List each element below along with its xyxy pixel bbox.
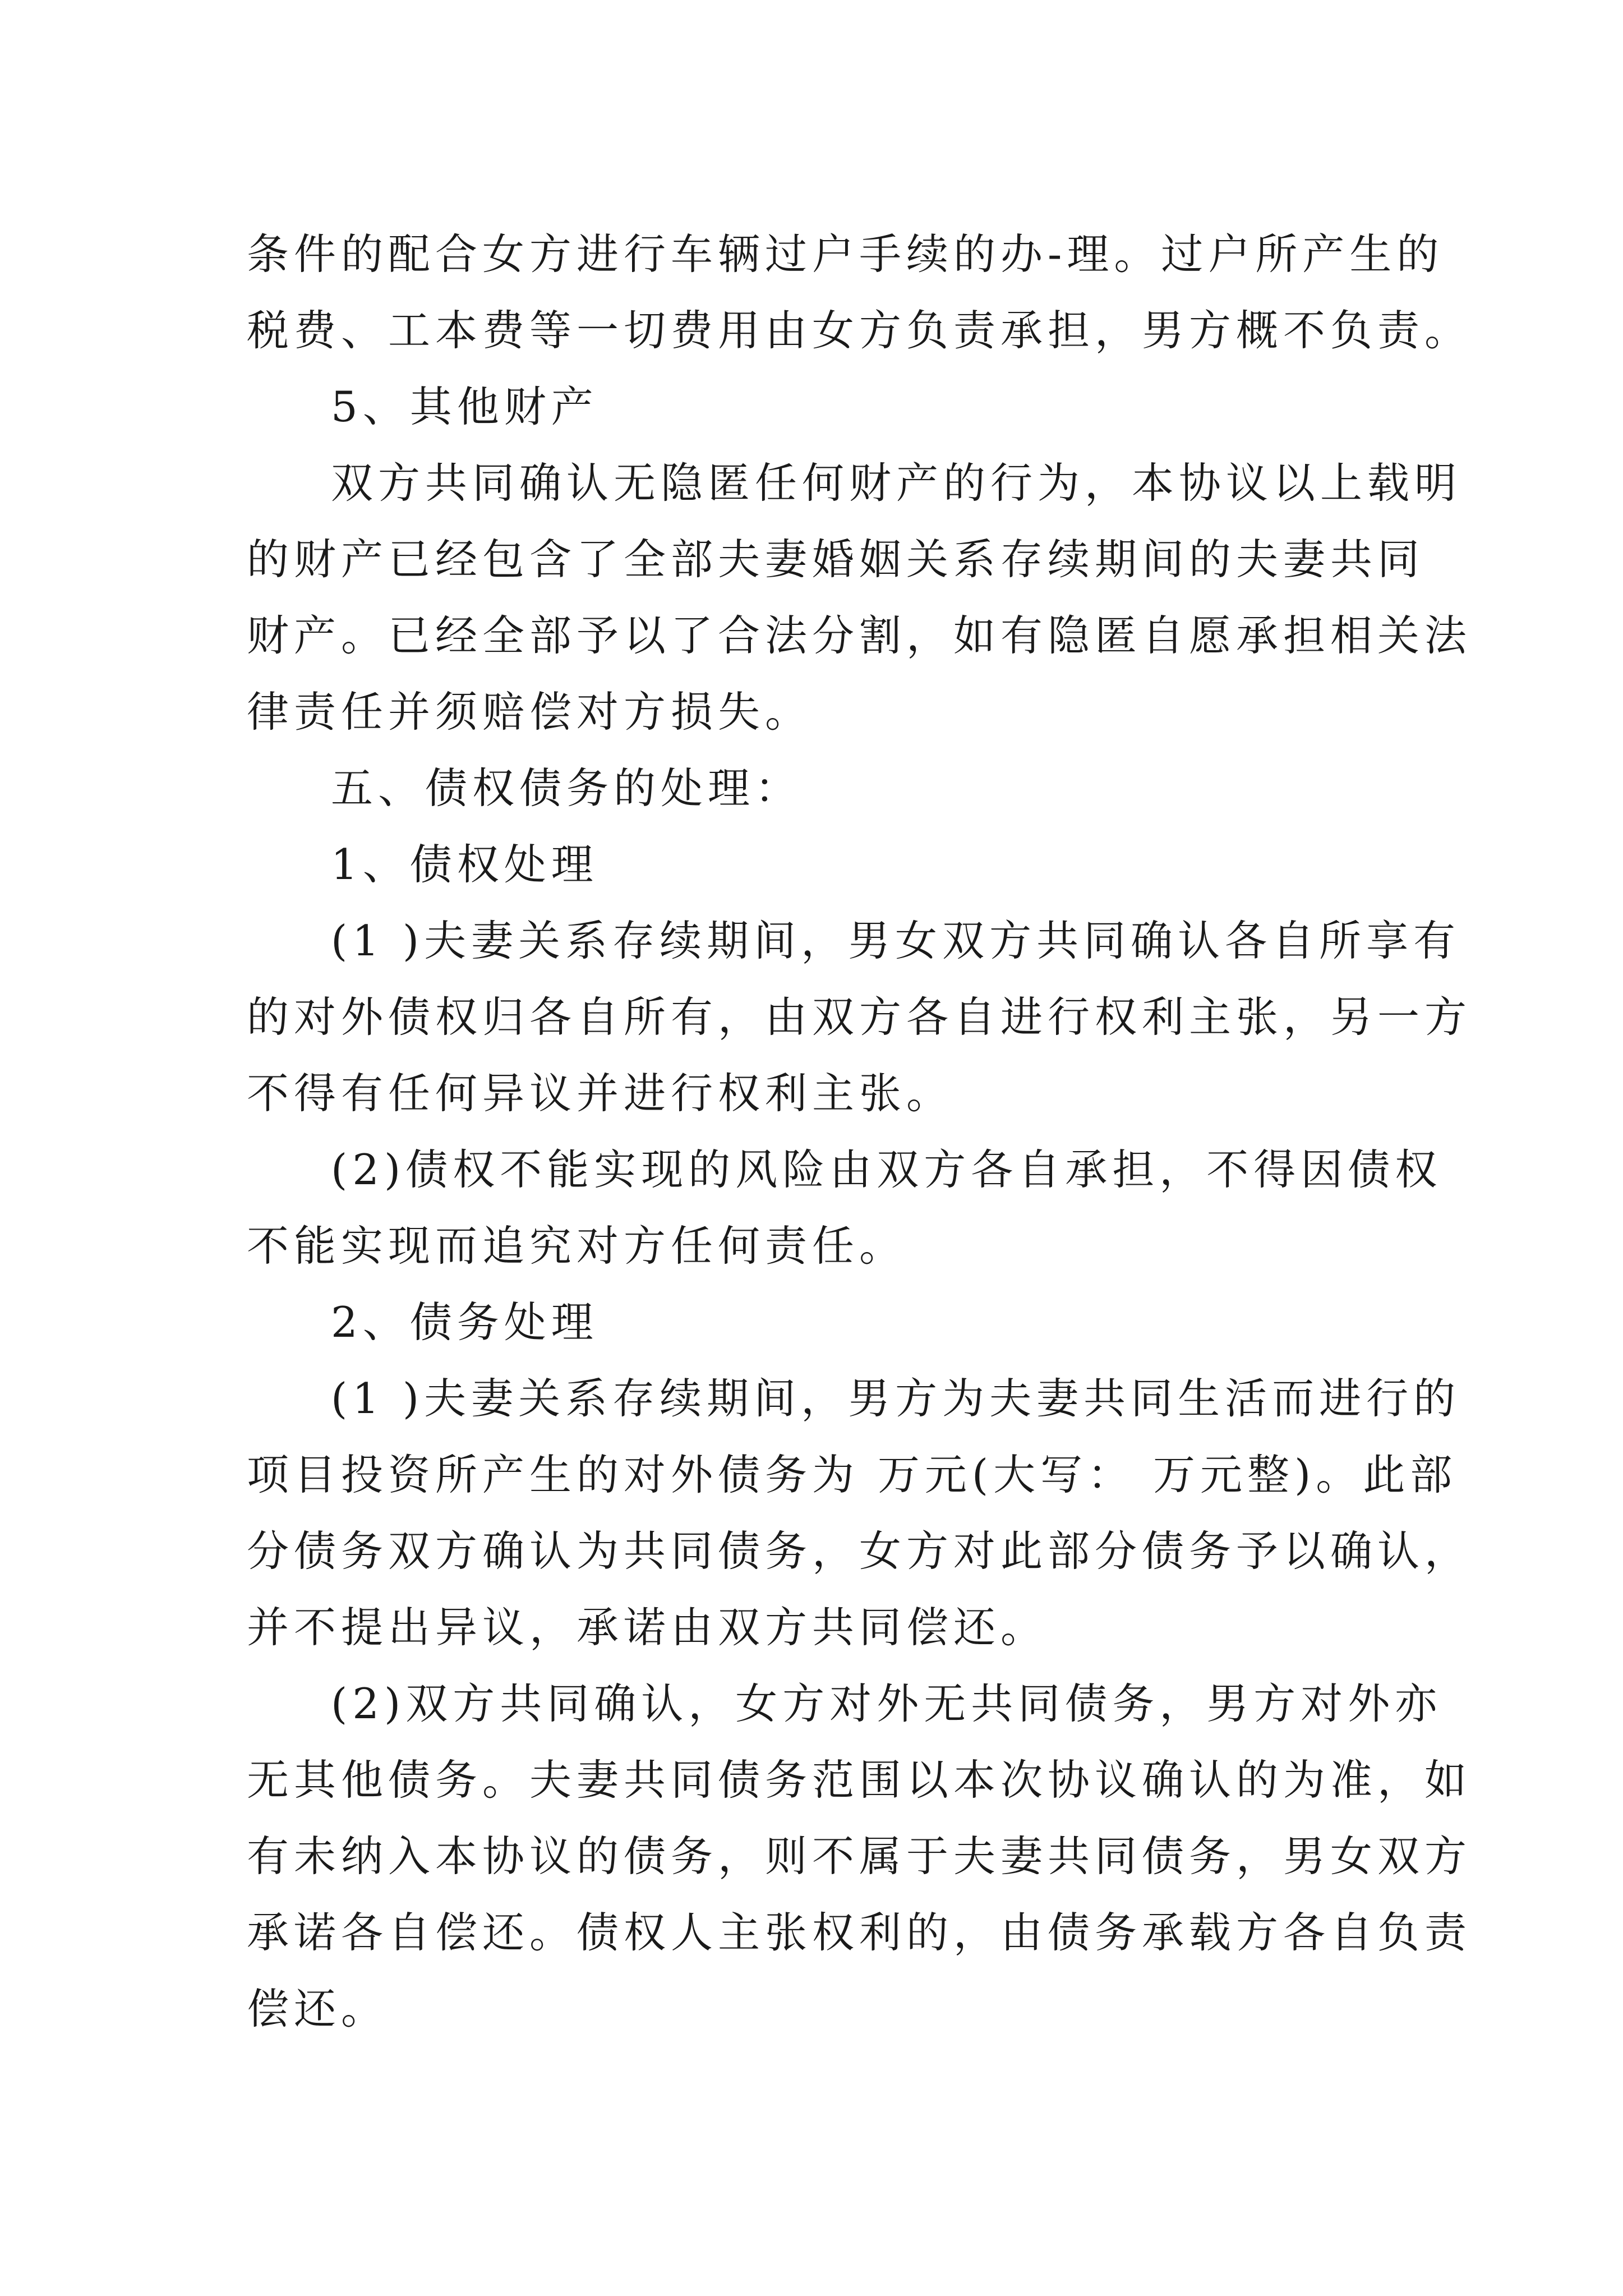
text-line: 不得有任何异议并进行权利主张。: [247, 1069, 954, 1118]
section-heading: 五、债权债务的处理：: [331, 763, 803, 813]
text-line: (1 )夫妻关系存续期间，男方为夫妻共同生活而进行的: [331, 1374, 1461, 1423]
text-line: 并不提出异议，承诺由双方共同偿还。: [247, 1603, 1048, 1652]
document-body: [247, 216, 1472, 2047]
text-line: 偿还。: [247, 1984, 389, 2033]
text-line: 的对外债权归各自所有，由双方各自进行权利主张，另一方: [247, 992, 1472, 1042]
text-line: 双方共同确认无隐匿任何财产的行为，本协议以上载明: [331, 458, 1462, 508]
text-line: 项目投资所产生的对外债务为 万元(大写： 万元整)。此部: [247, 1450, 1458, 1499]
text-line: (2)双方共同确认，女方对外无共同债务，男方对外亦: [331, 1679, 1442, 1728]
text-line: (2)债权不能实现的风险由双方各自承担，不得因债权: [331, 1145, 1442, 1194]
text-line: 的财产已经包含了全部夫妻婚姻关系存续期间的夫妻共同: [247, 535, 1425, 584]
text-line: 承诺各自偿还。债权人主张权利的，由债务承载方各自负责: [247, 1908, 1472, 1957]
text-line: 财产。已经全部予以了合法分割，如有隐匿自愿承担相关法: [247, 611, 1472, 660]
text-line: 有未纳入本协议的债务，则不属于夫妻共同债务，男女双方: [247, 1832, 1472, 1881]
text-line: (1 )夫妻关系存续期间，男女双方共同确认各自所享有: [331, 916, 1461, 965]
section-heading: 1、债权处理: [331, 840, 598, 889]
text-line: 分债务双方确认为共同债务，女方对此部分债务予以确认，: [247, 1526, 1472, 1576]
text-line: 律责任并须赔偿对方损失。: [247, 687, 813, 737]
section-heading: 5、其他财产: [331, 382, 598, 431]
text-line: 条件的配合女方进行车辆过户手续的办-理。过户所产生的: [247, 229, 1444, 279]
text-line: 税费、工本费等一切费用由女方负责承担，男方概不负责。: [247, 306, 1472, 355]
text-line: 不能实现而追究对方任何责任。: [247, 1221, 907, 1271]
section-heading: 2、债务处理: [331, 1297, 598, 1347]
text-line: 无其他债务。夫妻共同债务范围以本次协议确认的为准，如: [247, 1755, 1472, 1805]
